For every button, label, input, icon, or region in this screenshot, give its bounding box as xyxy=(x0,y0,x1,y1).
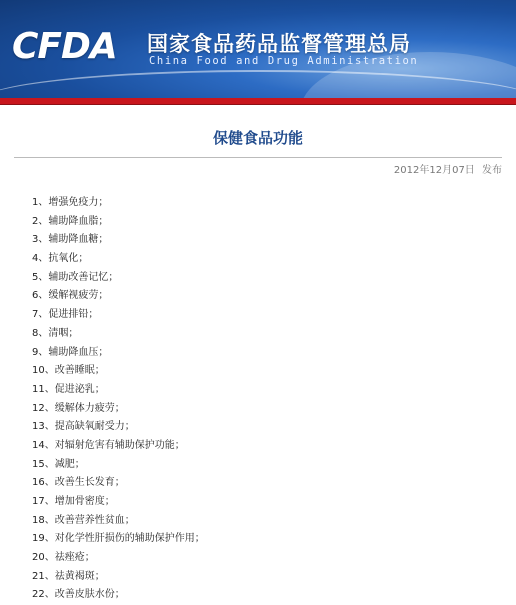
list-item: 12、缓解体力疲劳； xyxy=(32,402,125,414)
function-list xyxy=(0,194,516,605)
list-item: 18、改善营养性贫血； xyxy=(32,514,135,526)
list-item: 7、促进排铅； xyxy=(32,309,99,321)
list-item: 6、缓解视疲劳； xyxy=(32,290,109,302)
title-divider xyxy=(14,157,502,158)
agency-name-cn: 国家食品药品监督管理总局 xyxy=(147,32,411,56)
list-item: 3、辅助降血糖； xyxy=(32,234,109,246)
list-item: 16、改善生长发育； xyxy=(32,477,125,489)
publish-date: 2012年12月07日 xyxy=(393,165,475,176)
publish-info xyxy=(0,164,516,178)
list-item: 5、辅助改善记忆； xyxy=(32,271,119,283)
page-title: 保健食品功能 xyxy=(212,129,303,147)
list-item: 4、抗氧化； xyxy=(32,253,89,265)
list-item: 14、对辐射危害有辅助保护功能； xyxy=(32,439,185,451)
list-item: 8、清咽； xyxy=(32,327,79,339)
list-item: 19、对化学性肝损伤的辅助保护作用； xyxy=(32,533,205,545)
list-item: 13、提高缺氧耐受力； xyxy=(32,421,135,433)
list-item: 10、改善睡眠； xyxy=(32,365,105,377)
list-item: 17、增加骨密度； xyxy=(32,496,115,507)
list-item: 1、增强免疫力； xyxy=(32,197,109,208)
header-divider-bar xyxy=(0,98,516,105)
agency-name-en: China Food and Drug Administration xyxy=(149,55,419,67)
list-item: 22、改善皮肤水份； xyxy=(32,589,125,601)
list-item: 11、促进泌乳； xyxy=(32,383,105,395)
list-item: 20、祛痤疮； xyxy=(32,552,95,564)
list-item: 2、辅助降血脂； xyxy=(32,215,109,227)
publish-label: 发布 xyxy=(482,165,502,176)
cfda-logo[interactable]: CFDA xyxy=(12,26,117,67)
site-header xyxy=(0,0,516,98)
list-item: 15、减肥； xyxy=(32,458,85,470)
list-item: 21、祛黄褐斑； xyxy=(32,570,105,582)
list-item: 9、辅助降血压； xyxy=(32,346,109,358)
